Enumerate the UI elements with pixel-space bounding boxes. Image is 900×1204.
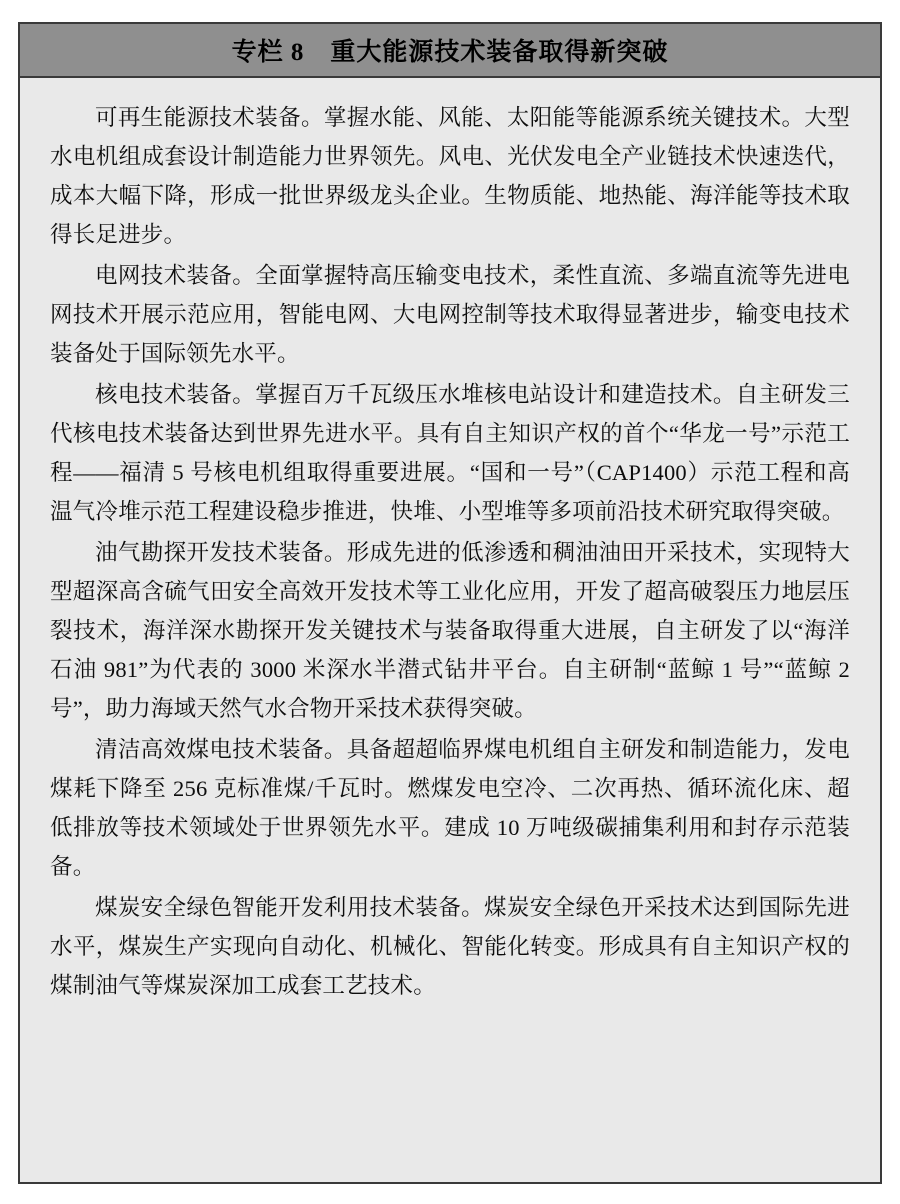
paragraph-renewable-energy: 可再生能源技术装备。掌握水能、风能、太阳能等能源系统关键技术。大型水电机组成套设计制造能力世界领先。风电、光伏发电全产业链技术快速迭代，成本大幅下降，形成一批世界级龙头企业。生物质能、地热能、海洋能等技术取得长足进步。 xyxy=(50,105,850,247)
feature-box-body xyxy=(20,78,880,1182)
box-number-label: 专栏 8 xyxy=(231,39,305,66)
paragraph-power-grid: 电网技术装备。全面掌握特高压输变电技术，柔性直流、多端直流等先进电网技术开展示范应用，智能电网、大电网控制等技术取得显著进步，输变电技术装备处于国际领先水平。 xyxy=(50,263,850,366)
paragraph-nuclear-power: 核电技术装备。掌握百万千瓦级压水堆核电站设计和建造技术。自主研发三代核电技术装备达到世界先进水平。具有自主知识产权的首个“华龙一号”示范工程——福清 5 号核电机组取得重要进展。“国和一号”（CAP1400）示范工程和高温气冷堆示范工程建设稳步推进，快堆、小型堆等多项前沿技术研究取得突破。 xyxy=(50,382,850,524)
paragraph-coal-smart-mining: 煤炭安全绿色智能开发利用技术装备。煤炭安全绿色开采技术达到国际先进水平，煤炭生产实现向自动化、机械化、智能化转变。形成具有自主知识产权的煤制油气等煤炭深加工成套工艺技术。 xyxy=(50,895,850,998)
paragraph-oil-gas-exploration: 油气勘探开发技术装备。形成先进的低渗透和稠油油田开采技术，实现特大型超深高含硫气田安全高效开发技术等工业化应用，开发了超高破裂压力地层压裂技术，海洋深水勘探开发关键技术与装备取得重大进展，自主研发了以“海洋石油 981”为代表的 3000 米深水半潜式钻井平台。自主研制“蓝鲸 1 号”“蓝鲸 2 号”，助力海域天然气水合物开采技术获得突破。 xyxy=(50,540,850,721)
feature-box-title-bar xyxy=(20,24,880,78)
page-title xyxy=(232,32,669,68)
feature-box xyxy=(18,22,882,1184)
paragraph-clean-coal-power: 清洁高效煤电技术装备。具备超超临界煤电机组自主研发和制造能力，发电煤耗下降至 256 克标准煤/千瓦时。燃煤发电空冷、二次再热、循环流化床、超低排放等技术领域处于世界领先水平。建成 10 万吨级碳捕集利用和封存示范装备。 xyxy=(50,737,850,879)
box-heading-label: 重大能源技术装备取得新突破 xyxy=(330,39,669,66)
